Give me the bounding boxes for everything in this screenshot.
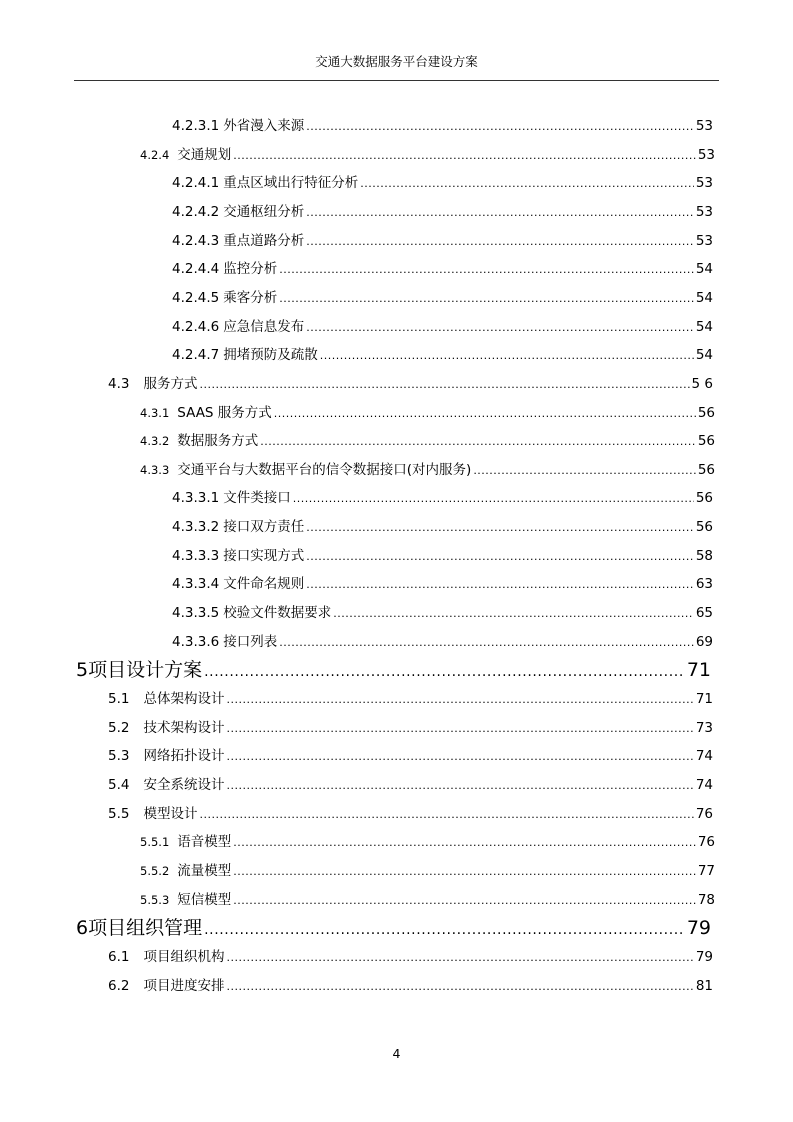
dot-leader bbox=[233, 147, 696, 165]
toc-entry-number: 4.3 bbox=[108, 375, 130, 392]
dot-leader bbox=[199, 806, 693, 824]
toc-entry[interactable] bbox=[172, 575, 713, 594]
toc-entry-page: 63 bbox=[695, 576, 713, 593]
toc-entry-title: 外省漫入来源 bbox=[223, 118, 305, 134]
toc-entry-title: 流量模型 bbox=[177, 862, 232, 879]
toc-entry-page: 56 bbox=[697, 404, 715, 421]
toc-entry-number: 5.5 bbox=[108, 805, 130, 822]
toc-entry-page: 76 bbox=[697, 834, 715, 851]
dot-leader bbox=[306, 548, 694, 566]
toc-entry-page: 54 bbox=[695, 261, 713, 278]
toc-entry[interactable] bbox=[172, 203, 713, 222]
toc-entry[interactable] bbox=[172, 174, 713, 193]
toc-entry-page: 58 bbox=[695, 547, 713, 564]
toc-entry-number: 5.3 bbox=[108, 748, 130, 765]
toc-entry[interactable] bbox=[140, 461, 715, 480]
toc-entry[interactable] bbox=[140, 404, 715, 423]
toc-entry-page: 54 bbox=[695, 347, 713, 364]
toc-entry[interactable] bbox=[172, 346, 713, 365]
dot-leader bbox=[473, 462, 696, 480]
toc-entry[interactable] bbox=[172, 232, 713, 251]
toc-entry-page: 56 bbox=[695, 519, 713, 536]
toc-entry-number: 5 bbox=[76, 659, 89, 682]
dot-leader bbox=[226, 777, 693, 795]
toc-entry[interactable] bbox=[172, 318, 713, 337]
toc-entry[interactable] bbox=[172, 518, 713, 537]
toc-entry-title: 监控分析 bbox=[223, 261, 278, 278]
toc-entry-title: 接口列表 bbox=[223, 633, 278, 650]
toc-entry-page: 74 bbox=[695, 748, 713, 765]
toc-entry[interactable] bbox=[108, 776, 713, 795]
toc-entry-page: 65 bbox=[695, 605, 713, 622]
dot-leader bbox=[199, 376, 689, 394]
toc-entry-number: 4.2.4.2 bbox=[172, 203, 220, 220]
toc-entry-title: 接口实现方式 bbox=[223, 547, 305, 564]
dot-leader bbox=[274, 405, 696, 423]
toc-entry-page: 54 bbox=[695, 289, 713, 306]
dot-leader bbox=[226, 978, 693, 996]
toc-entry-number: 4.3.3.4 bbox=[172, 576, 220, 593]
toc-entry-number: 4.2.4.3 bbox=[172, 232, 220, 249]
toc-entry-number: 6 bbox=[76, 917, 89, 940]
toc-entry-title: 校验文件数据要求 bbox=[223, 605, 332, 622]
dot-leader bbox=[233, 834, 696, 852]
dot-leader bbox=[226, 748, 693, 766]
toc-entry[interactable] bbox=[108, 948, 713, 967]
toc-entry-title: 乘客分析 bbox=[223, 289, 278, 306]
toc-entry-number: 4.2.3.1 bbox=[172, 118, 220, 134]
toc-entry[interactable] bbox=[108, 719, 713, 738]
toc-entry-title: 模型设计 bbox=[143, 805, 198, 822]
dot-leader bbox=[306, 204, 694, 222]
toc-entry-number: 5.5.2 bbox=[140, 863, 170, 878]
toc-entry-number: 4.3.1 bbox=[140, 405, 170, 420]
toc-entry-page: 76 bbox=[695, 805, 713, 822]
toc-entry-page: 78 bbox=[697, 891, 715, 908]
toc-entry-number: 5.5.3 bbox=[140, 892, 170, 907]
toc-entry-number: 4.3.3.5 bbox=[172, 605, 220, 622]
toc-entry[interactable] bbox=[108, 690, 713, 709]
toc-entry-title: 网络拓扑设计 bbox=[143, 748, 225, 765]
toc-entry-page: 53 bbox=[695, 118, 713, 134]
toc-entry-page: 69 bbox=[695, 633, 713, 650]
toc-entry-title: 拥堵预防及疏散 bbox=[223, 347, 318, 364]
toc-entry[interactable] bbox=[172, 547, 713, 566]
toc-entry-page: 74 bbox=[695, 776, 713, 793]
toc-entry-number: 4.2.4.4 bbox=[172, 261, 220, 278]
toc-entry-title: SAAS 服务方式 bbox=[177, 404, 272, 421]
toc-entry-title: 项目组织机构 bbox=[143, 948, 225, 965]
toc-entry-number: 5.4 bbox=[108, 776, 130, 793]
toc-entry-title: 项目进度安排 bbox=[143, 977, 225, 994]
toc-entry-number: 5.2 bbox=[108, 719, 130, 736]
toc-entry[interactable] bbox=[108, 375, 713, 394]
dot-leader bbox=[320, 347, 694, 365]
toc-entry-number: 4.3.3.2 bbox=[172, 519, 220, 536]
toc-entry[interactable] bbox=[140, 432, 715, 451]
toc-entry[interactable] bbox=[172, 489, 713, 508]
toc-entry[interactable] bbox=[76, 658, 711, 684]
dot-leader bbox=[279, 634, 694, 652]
toc-entry[interactable] bbox=[140, 891, 715, 910]
toc-entry-title: 交通平台与大数据平台的信令数据接口(对内服务) bbox=[177, 461, 472, 478]
toc-entry-page: 54 bbox=[695, 318, 713, 335]
toc-entry-title: 项目组织管理 bbox=[88, 917, 203, 940]
dot-leader bbox=[204, 660, 685, 684]
toc-entry-page: 53 bbox=[697, 146, 715, 163]
toc-entry-title: 数据服务方式 bbox=[177, 433, 259, 450]
toc-entry-page: 53 bbox=[695, 175, 713, 192]
dot-leader bbox=[306, 319, 694, 337]
toc-entry-page: 56 bbox=[697, 461, 715, 478]
toc-entry-number: 4.3.2 bbox=[140, 434, 170, 449]
toc-entry-title: 交通规划 bbox=[177, 146, 232, 163]
toc-entry-title: 重点区域出行特征分析 bbox=[223, 175, 359, 192]
toc-entry-page: 5 6 bbox=[691, 375, 713, 392]
page-number: 4 bbox=[392, 1046, 401, 1061]
toc-entry-title: 文件命名规则 bbox=[223, 576, 305, 593]
toc-entry-number: 4.2.4.7 bbox=[172, 347, 220, 364]
dot-leader bbox=[279, 261, 694, 279]
toc-entry-number: 4.2.4 bbox=[140, 147, 170, 162]
toc-entry-title: 总体架构设计 bbox=[143, 691, 225, 707]
dot-leader bbox=[233, 892, 696, 910]
running-header-title: 交通大数据服务平台建设方案 bbox=[315, 54, 478, 69]
dot-leader bbox=[279, 290, 694, 308]
toc-entry-page: 79 bbox=[686, 917, 711, 940]
dot-leader bbox=[306, 118, 694, 136]
toc-entry-number: 5.5.1 bbox=[140, 835, 170, 850]
toc-entry-number: 4.3.3.6 bbox=[172, 633, 220, 650]
toc-entry[interactable] bbox=[140, 862, 715, 881]
dot-leader bbox=[226, 691, 693, 709]
toc-entry[interactable] bbox=[172, 117, 713, 136]
toc-entry[interactable] bbox=[76, 916, 711, 942]
toc-entry-page: 79 bbox=[695, 948, 713, 965]
toc-entry-page: 71 bbox=[695, 691, 713, 707]
toc-entry-title: 应急信息发布 bbox=[223, 318, 305, 335]
dot-leader bbox=[333, 605, 694, 623]
toc-entry[interactable] bbox=[172, 260, 713, 279]
toc-entry-title: 交通枢纽分析 bbox=[223, 203, 305, 220]
toc-entry-title: 技术架构设计 bbox=[143, 719, 225, 736]
toc-entry[interactable] bbox=[108, 805, 713, 824]
toc-entry[interactable] bbox=[140, 146, 715, 165]
dot-leader bbox=[204, 918, 685, 942]
toc-entry-number: 4.3.3.3 bbox=[172, 547, 220, 564]
toc-entry-page: 53 bbox=[695, 232, 713, 249]
toc-entry-number: 4.3.3 bbox=[140, 462, 170, 477]
toc-entry-number: 4.2.4.5 bbox=[172, 289, 220, 306]
toc-entry-page: 56 bbox=[697, 433, 715, 450]
dot-leader bbox=[293, 490, 694, 508]
toc-entry[interactable] bbox=[140, 833, 715, 852]
toc-entry-number: 4.2.4.1 bbox=[172, 175, 220, 192]
toc-entry-title: 语音模型 bbox=[177, 834, 232, 851]
toc-entry-page: 77 bbox=[697, 862, 715, 879]
dot-leader bbox=[306, 233, 694, 251]
toc-entry-page: 56 bbox=[695, 490, 713, 507]
toc-entry-page: 71 bbox=[686, 659, 711, 682]
toc-entry-page: 53 bbox=[695, 203, 713, 220]
toc-entry-number: 5.1 bbox=[108, 691, 130, 707]
dot-leader bbox=[360, 175, 694, 193]
toc-entry[interactable] bbox=[172, 289, 713, 308]
toc-entry-title: 文件类接口 bbox=[223, 490, 291, 507]
dot-leader bbox=[226, 720, 693, 738]
toc-entry-number: 4.2.4.6 bbox=[172, 318, 220, 335]
toc-entry-title: 短信模型 bbox=[177, 891, 232, 908]
toc-entry-title: 接口双方责任 bbox=[223, 519, 305, 536]
toc-entry[interactable] bbox=[108, 977, 713, 996]
dot-leader bbox=[306, 576, 694, 594]
toc-entry-title: 服务方式 bbox=[143, 375, 198, 392]
dot-leader bbox=[306, 519, 694, 537]
toc-entry[interactable] bbox=[172, 604, 713, 623]
toc-entry-page: 81 bbox=[695, 977, 713, 994]
toc-entry-number: 6.1 bbox=[108, 948, 130, 965]
toc-entry-title: 项目设计方案 bbox=[88, 659, 203, 682]
dot-leader bbox=[226, 949, 693, 967]
toc-entry[interactable] bbox=[108, 747, 713, 766]
toc-entry-number: 4.3.3.1 bbox=[172, 490, 220, 507]
dot-leader bbox=[233, 863, 696, 881]
toc-entry-number: 6.2 bbox=[108, 977, 130, 994]
dot-leader bbox=[260, 433, 696, 451]
toc-entry[interactable] bbox=[172, 633, 713, 652]
toc-entry-title: 重点道路分析 bbox=[223, 232, 305, 249]
toc-entry-title: 安全系统设计 bbox=[143, 776, 225, 793]
toc-entry-page: 73 bbox=[695, 719, 713, 736]
